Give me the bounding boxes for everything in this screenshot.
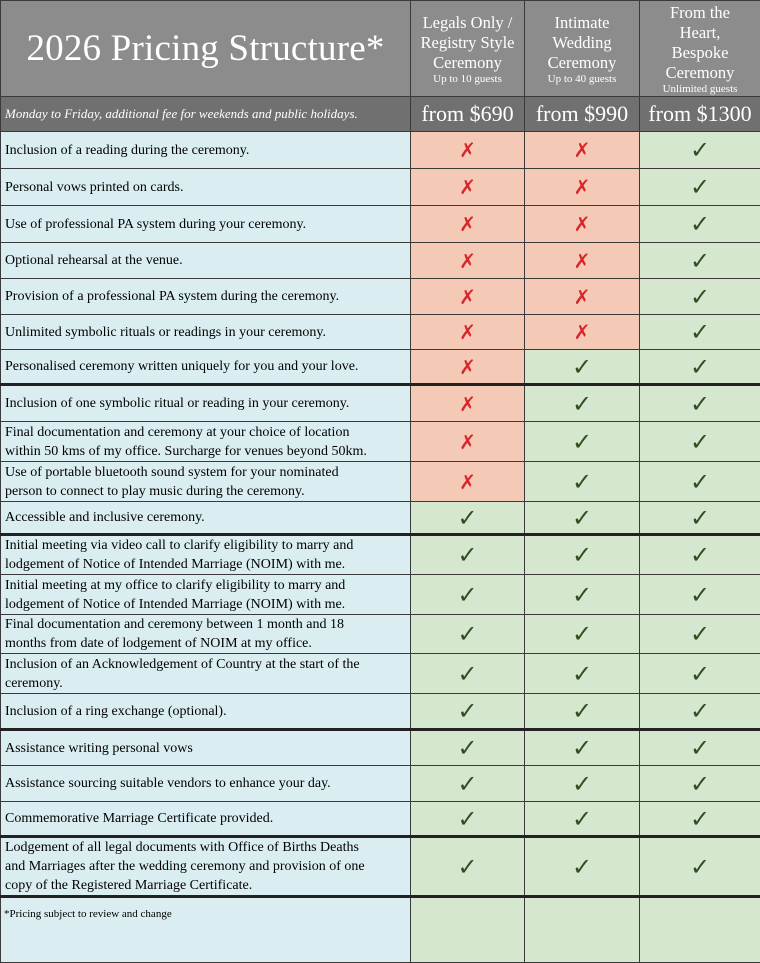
check-icon: ✓ — [572, 504, 592, 532]
package-3-cell — [640, 462, 760, 502]
check-icon: ✓ — [690, 136, 710, 164]
cross-icon: ✗ — [459, 285, 476, 309]
feature-row — [1, 502, 760, 535]
package-2-cell — [525, 615, 640, 654]
feature-label-line: Provision of a professional PA system during the ceremony. — [5, 287, 408, 306]
package-title: Heart, — [640, 23, 760, 43]
package-3-cell — [640, 766, 760, 802]
package-title: From the — [640, 3, 760, 23]
check-icon: ✓ — [572, 428, 592, 456]
feature-row — [1, 837, 760, 897]
package-3-cell — [640, 169, 760, 206]
feature-row — [1, 615, 760, 654]
package-header-1 — [411, 1, 525, 97]
check-icon: ✓ — [457, 697, 477, 725]
package-header-2 — [525, 1, 640, 97]
check-icon: ✓ — [572, 805, 592, 833]
feature-row — [1, 422, 760, 462]
feature-label-line: Lodgement of all legal documents with Office of Births Deaths — [5, 838, 408, 857]
package-price-2: from $990 — [525, 97, 640, 132]
feature-label — [1, 169, 411, 206]
feature-label — [1, 654, 411, 694]
check-icon: ✓ — [457, 805, 477, 833]
cross-icon: ✗ — [459, 470, 476, 494]
check-icon: ✓ — [457, 541, 477, 569]
cross-icon: ✗ — [459, 430, 476, 454]
package-3-cell — [640, 535, 760, 575]
feature-label-line: Personal vows printed on cards. — [5, 178, 408, 197]
check-icon: ✓ — [572, 581, 592, 609]
check-icon: ✓ — [690, 318, 710, 346]
package-2-cell — [525, 730, 640, 766]
check-icon: ✓ — [690, 853, 710, 881]
package-3-cell — [640, 802, 760, 837]
cross-icon: ✗ — [459, 138, 476, 162]
package-1-cell — [411, 535, 525, 575]
package-2-cell — [525, 837, 640, 897]
feature-label-line: months from date of lodgement of NOIM at my office. — [5, 634, 408, 653]
feature-row — [1, 766, 760, 802]
package-2-cell — [525, 766, 640, 802]
feature-label-line: Inclusion of a ring exchange (optional). — [5, 702, 408, 721]
feature-row — [1, 206, 760, 243]
package-3-cell — [640, 837, 760, 897]
package-title: Registry Style — [411, 33, 524, 53]
feature-label-line: Inclusion of a reading during the ceremony. — [5, 141, 408, 160]
package-1-cell — [411, 694, 525, 730]
package-1-cell — [411, 730, 525, 766]
check-icon: ✓ — [690, 770, 710, 798]
feature-label-line: Assistance sourcing suitable vendors to enhance your day. — [5, 774, 408, 793]
check-icon: ✓ — [572, 770, 592, 798]
package-2-cell — [525, 502, 640, 535]
price-note: Monday to Friday, additional fee for weekends and public holidays. — [1, 97, 411, 132]
package-2-cell — [525, 132, 640, 169]
check-icon: ✓ — [572, 620, 592, 648]
feature-label-line: Inclusion of an Acknowledgement of Country at the start of the — [5, 655, 408, 674]
check-icon: ✓ — [690, 805, 710, 833]
package-2-cell — [525, 654, 640, 694]
package-3-cell — [640, 422, 760, 462]
check-icon: ✓ — [572, 660, 592, 688]
feature-label — [1, 615, 411, 654]
check-icon: ✓ — [690, 210, 710, 238]
feature-label-line: Accessible and inclusive ceremony. — [5, 508, 408, 527]
feature-label — [1, 766, 411, 802]
feature-row — [1, 169, 760, 206]
feature-label-line: Personalised ceremony written uniquely for you and your love. — [5, 357, 408, 376]
check-icon: ✓ — [690, 541, 710, 569]
cross-icon: ✗ — [574, 138, 591, 162]
check-icon: ✓ — [457, 770, 477, 798]
feature-label-line: Optional rehearsal at the venue. — [5, 251, 408, 270]
check-icon: ✓ — [457, 660, 477, 688]
package-1-cell — [411, 462, 525, 502]
check-icon: ✓ — [572, 853, 592, 881]
feature-label-line: Initial meeting at my office to clarify eligibility to marry and — [5, 576, 408, 595]
feature-label — [1, 385, 411, 422]
package-2-cell — [525, 206, 640, 243]
feature-row — [1, 243, 760, 279]
footnote-cell — [1, 897, 411, 963]
package-3-cell — [640, 694, 760, 730]
package-3-cell — [640, 575, 760, 615]
cross-icon: ✗ — [459, 355, 476, 379]
check-icon: ✓ — [690, 734, 710, 762]
cross-icon: ✗ — [574, 249, 591, 273]
package-1-cell — [411, 575, 525, 615]
cross-icon: ✗ — [574, 212, 591, 236]
check-icon: ✓ — [690, 173, 710, 201]
cross-icon: ✗ — [459, 249, 476, 273]
feature-label — [1, 535, 411, 575]
feature-label — [1, 694, 411, 730]
feature-row — [1, 385, 760, 422]
package-1-cell — [411, 385, 525, 422]
check-icon: ✓ — [457, 504, 477, 532]
feature-label-line: lodgement of Notice of Intended Marriage (NOIM) with me. — [5, 595, 408, 614]
feature-label-line: Use of professional PA system during your ceremony. — [5, 215, 408, 234]
check-icon: ✓ — [572, 390, 592, 418]
feature-row — [1, 654, 760, 694]
package-price-1: from $690 — [411, 97, 525, 132]
check-icon: ✓ — [572, 541, 592, 569]
package-2-cell — [525, 315, 640, 350]
package-1-cell — [411, 169, 525, 206]
package-title: Intimate — [525, 13, 639, 33]
package-1-cell — [411, 243, 525, 279]
footer-empty-cell — [525, 897, 640, 963]
cross-icon: ✗ — [459, 175, 476, 199]
package-1-cell — [411, 654, 525, 694]
check-icon: ✓ — [572, 734, 592, 762]
package-3-cell — [640, 385, 760, 422]
feature-row — [1, 350, 760, 385]
feature-label-line: Final documentation and ceremony between 1 month and 18 — [5, 615, 408, 634]
package-2-cell — [525, 279, 640, 315]
package-3-cell — [640, 132, 760, 169]
package-3-cell — [640, 730, 760, 766]
check-icon: ✓ — [690, 390, 710, 418]
package-1-cell — [411, 802, 525, 837]
package-1-cell — [411, 206, 525, 243]
check-icon: ✓ — [690, 247, 710, 275]
feature-label — [1, 350, 411, 385]
package-3-cell — [640, 350, 760, 385]
cross-icon: ✗ — [574, 175, 591, 199]
footer-empty-cell — [411, 897, 525, 963]
header-row — [1, 1, 760, 97]
check-icon: ✓ — [690, 504, 710, 532]
package-1-cell — [411, 315, 525, 350]
package-1-cell — [411, 766, 525, 802]
cross-icon: ✗ — [459, 320, 476, 344]
feature-row — [1, 315, 760, 350]
feature-row — [1, 132, 760, 169]
package-title: Ceremony — [640, 63, 760, 83]
package-3-cell — [640, 654, 760, 694]
package-title: Ceremony — [525, 53, 639, 73]
package-guests: Unlimited guests — [640, 83, 760, 95]
package-2-cell — [525, 694, 640, 730]
package-1-cell — [411, 837, 525, 897]
package-2-cell — [525, 422, 640, 462]
cross-icon: ✗ — [574, 285, 591, 309]
page-title: 2026 Pricing Structure* — [1, 1, 411, 97]
feature-label-line: copy of the Registered Marriage Certificate. — [5, 876, 408, 895]
feature-label — [1, 243, 411, 279]
feature-label-line: Unlimited symbolic rituals or readings in your ceremony. — [5, 323, 408, 342]
package-1-cell — [411, 502, 525, 535]
feature-row — [1, 694, 760, 730]
package-2-cell — [525, 169, 640, 206]
check-icon: ✓ — [690, 660, 710, 688]
feature-label-line: Assistance writing personal vows — [5, 739, 408, 758]
feature-label-line: Initial meeting via video call to clarify eligibility to marry and — [5, 536, 408, 555]
feature-label-line: Use of portable bluetooth sound system for your nominated — [5, 463, 408, 482]
feature-label-line: person to connect to play music during the ceremony. — [5, 482, 408, 501]
package-2-cell — [525, 350, 640, 385]
check-icon: ✓ — [690, 620, 710, 648]
check-icon: ✓ — [690, 468, 710, 496]
check-icon: ✓ — [572, 468, 592, 496]
package-header-3 — [640, 1, 760, 97]
cross-icon: ✗ — [574, 320, 591, 344]
check-icon: ✓ — [690, 283, 710, 311]
price-row — [1, 97, 760, 132]
footnote: *Pricing subject to review and change — [1, 898, 410, 920]
check-icon: ✓ — [690, 428, 710, 456]
package-1-cell — [411, 132, 525, 169]
check-icon: ✓ — [572, 353, 592, 381]
check-icon: ✓ — [690, 697, 710, 725]
check-icon: ✓ — [690, 353, 710, 381]
package-2-cell — [525, 243, 640, 279]
package-title: Bespoke — [640, 43, 760, 63]
package-title: Ceremony — [411, 53, 524, 73]
feature-label — [1, 502, 411, 535]
check-icon: ✓ — [572, 697, 592, 725]
package-1-cell — [411, 279, 525, 315]
package-2-cell — [525, 385, 640, 422]
package-2-cell — [525, 802, 640, 837]
feature-label — [1, 315, 411, 350]
feature-label — [1, 462, 411, 502]
check-icon: ✓ — [690, 581, 710, 609]
feature-label — [1, 837, 411, 897]
feature-label — [1, 575, 411, 615]
package-1-cell — [411, 350, 525, 385]
package-guests: Up to 10 guests — [411, 73, 524, 85]
feature-row — [1, 802, 760, 837]
feature-label-line: Inclusion of one symbolic ritual or reading in your ceremony. — [5, 394, 408, 413]
package-price-3: from $1300 — [640, 97, 760, 132]
cross-icon: ✗ — [459, 392, 476, 416]
feature-label — [1, 422, 411, 462]
feature-label — [1, 802, 411, 837]
package-1-cell — [411, 422, 525, 462]
feature-row — [1, 575, 760, 615]
package-2-cell — [525, 535, 640, 575]
package-3-cell — [640, 502, 760, 535]
package-3-cell — [640, 243, 760, 279]
cross-icon: ✗ — [459, 212, 476, 236]
feature-row — [1, 730, 760, 766]
feature-label-line: within 50 kms of my office. Surcharge for venues beyond 50km. — [5, 442, 408, 461]
feature-row — [1, 462, 760, 502]
package-3-cell — [640, 615, 760, 654]
feature-label — [1, 730, 411, 766]
package-1-cell — [411, 615, 525, 654]
feature-label-line: lodgement of Notice of Intended Marriage (NOIM) with me. — [5, 555, 408, 574]
feature-label — [1, 132, 411, 169]
footer-empty-cell — [640, 897, 760, 963]
package-title: Legals Only / — [411, 13, 524, 33]
check-icon: ✓ — [457, 853, 477, 881]
feature-row — [1, 535, 760, 575]
feature-row — [1, 279, 760, 315]
feature-label-line: and Marriages after the wedding ceremony and provision of one — [5, 857, 408, 876]
package-2-cell — [525, 575, 640, 615]
check-icon: ✓ — [457, 581, 477, 609]
feature-label-line: Final documentation and ceremony at your choice of location — [5, 423, 408, 442]
feature-label-line: Commemorative Marriage Certificate provided. — [5, 809, 408, 828]
feature-label-line: ceremony. — [5, 674, 408, 693]
package-2-cell — [525, 462, 640, 502]
feature-label — [1, 279, 411, 315]
footer-row — [1, 897, 760, 963]
check-icon: ✓ — [457, 620, 477, 648]
check-icon: ✓ — [457, 734, 477, 762]
package-3-cell — [640, 206, 760, 243]
feature-label — [1, 206, 411, 243]
package-guests: Up to 40 guests — [525, 73, 639, 85]
package-3-cell — [640, 279, 760, 315]
package-title: Wedding — [525, 33, 639, 53]
package-3-cell — [640, 315, 760, 350]
